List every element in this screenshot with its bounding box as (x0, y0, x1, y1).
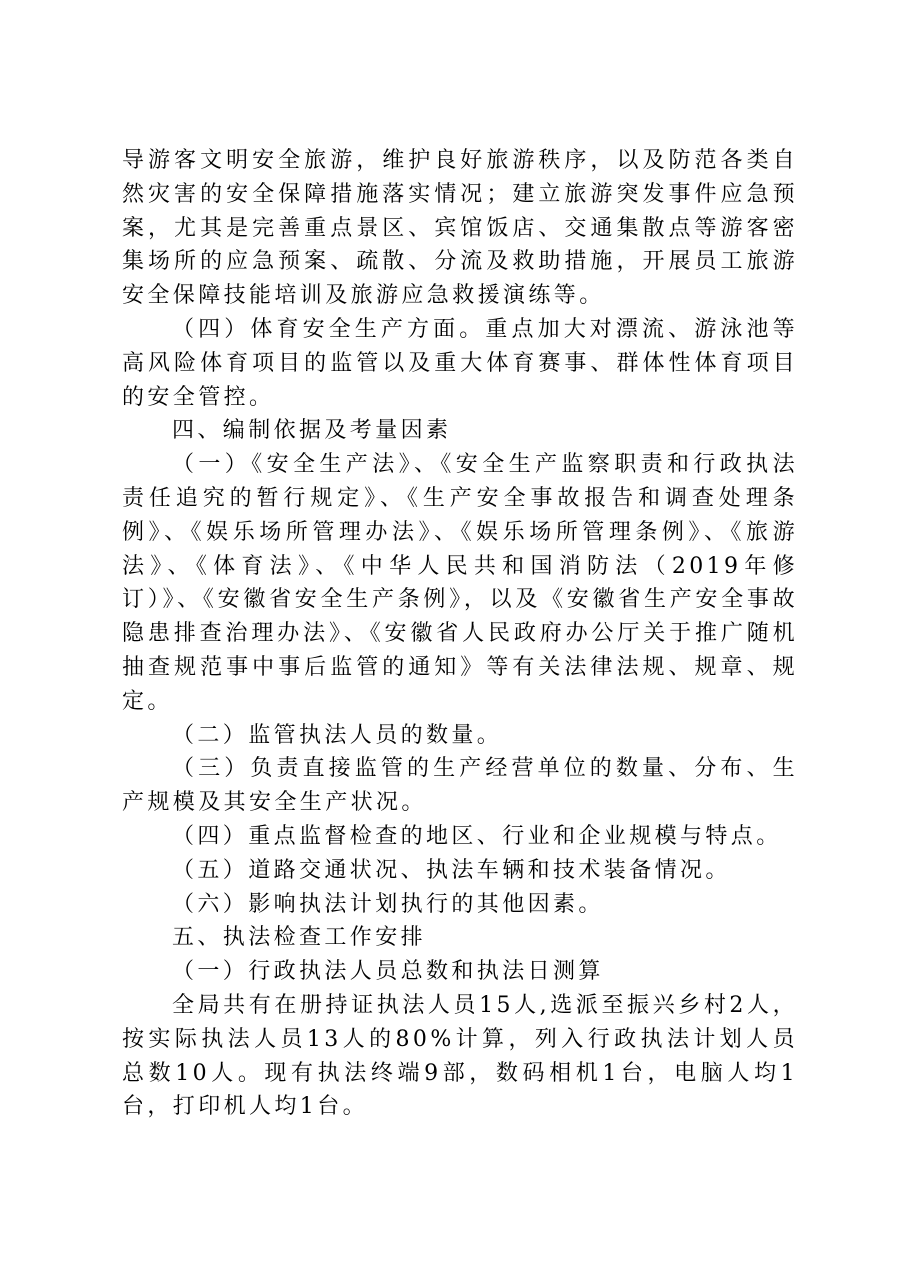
paragraph-other-factors: （六）影响执法计划执行的其他因素。 (172, 891, 604, 917)
paragraph-enforcement-staff-count: （二）监管执法人员的数量。 (172, 722, 503, 748)
paragraph-supervised-units: （三）负责直接监管的生产经营单位的数量、分布、生产规模及其安全生产状况。 (122, 756, 798, 816)
section-heading-inspection-arrangement: 五、执法检查工作安排 (172, 925, 427, 951)
paragraph-legal-basis: （一）《安全生产法》、《安全生产监察职责和行政执法责任追究的暂行规定》、《生产安全事故报告和调查处理条例》、《娱乐场所管理办法》、《娱乐场所管理条例》、《旅游法》、《体育法》、《中华人民共和国消防法（2019年修订）》、《安徽省安全生产条例》，以及《安徽省生产安全事故隐患排查治理办法》、《安徽省人民政府办公厅关于推广随机抽查规范事中事后监管的通知》等有关法律法规、规章、规定。 (122, 452, 798, 714)
paragraph-sports-safety: （四）体育安全生产方面。重点加大对漂流、游泳池等高风险体育项目的监管以及重大体育赛事、群体性体育项目的安全管控。 (122, 316, 798, 410)
paragraph-tourism-safety-continued: 导游客文明安全旅游，维护良好旅游秩序，以及防范各类自然灾害的安全保障措施落实情况；建立旅游突发事件应急预案，尤其是完善重点景区、宾馆饭店、交通集散点等游客密集场所的应急预案、疏散、分流及救助措施，开展员工旅游安全保障技能培训及旅游应急救援演练等。 (122, 148, 798, 309)
document-page (122, 144, 798, 1124)
section-heading-basis-factors: 四、编制依据及考量因素 (172, 418, 452, 444)
subheading-staff-and-days: （一）行政执法人员总数和执法日测算 (172, 959, 604, 985)
paragraph-traffic-equipment: （五）道路交通状况、执法车辆和技术装备情况。 (172, 857, 731, 883)
paragraph-staff-equipment-totals: 全局共有在册持证执法人员15人,选派至振兴乡村2人，按实际执法人员13人的80%计算，列入行政执法计划人员总数10人。现有执法终端9部，数码相机1台，电脑人均1台，打印机人均1台。 (122, 992, 798, 1120)
paragraph-key-inspection-areas: （四）重点监督检查的地区、行业和企业规模与特点。 (172, 823, 782, 849)
